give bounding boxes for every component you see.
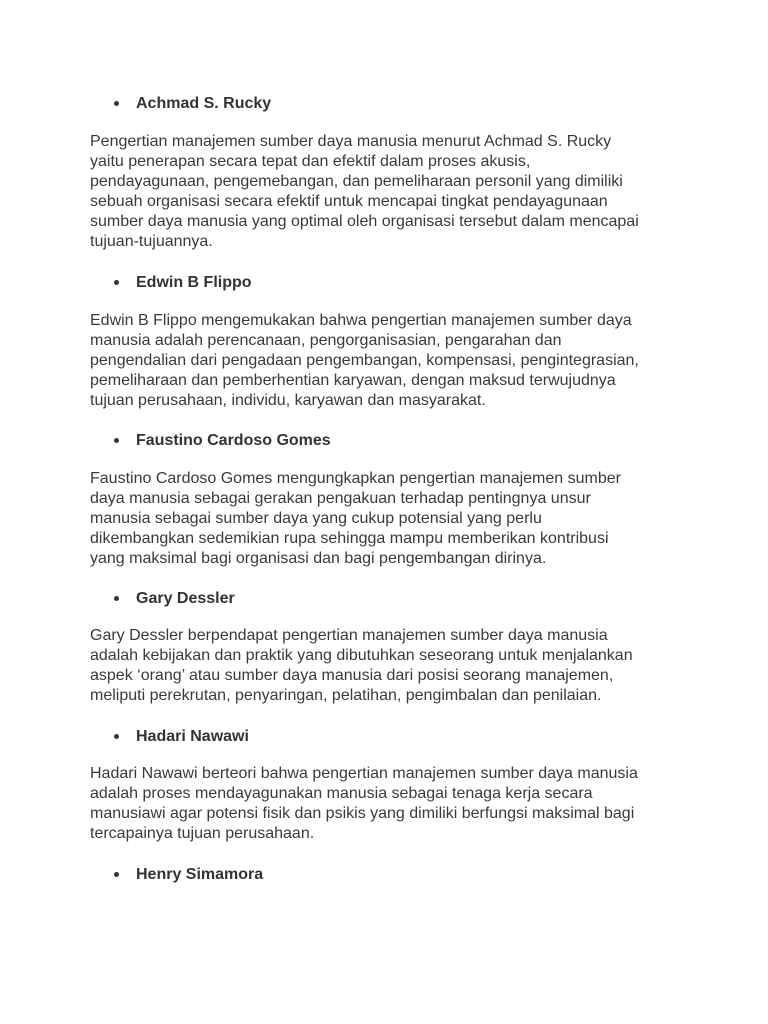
section-paragraph — [90, 469, 685, 569]
paragraph-line: adalah proses mendayagunakan manusia sebagai tenaga kerja secara — [90, 785, 593, 802]
section-heading: Achmad S. Rucky — [136, 95, 272, 112]
bullet-heading-row — [90, 587, 690, 611]
paragraph-line: pemeliharaan dan pemberhentian karyawan, dengan maksud terwujudnya — [90, 372, 616, 389]
section-heading: Edwin B Flippo — [136, 274, 252, 291]
paragraph-line: adalah kebijakan dan praktik yang dibutuhkan seseorang untuk menjalankan — [90, 647, 633, 664]
paragraph-line: tujuan perusahaan, individu, karyawan dan masyarakat. — [90, 392, 486, 409]
paragraph-line: Gary Dessler berpendapat pengertian manajemen sumber daya manusia — [90, 627, 608, 644]
section-heading: Henry Simamora — [136, 866, 264, 883]
section-heading: Hadari Nawawi — [136, 728, 249, 745]
bullet-heading-row — [90, 92, 690, 116]
bullet-icon — [114, 101, 119, 106]
bullet-icon — [114, 596, 119, 601]
section-paragraph — [90, 626, 685, 706]
section-faustino-cardoso-gomes — [90, 429, 690, 567]
paragraph-line: manusia sebagai sumber daya yang cukup potensial yang perlu — [90, 510, 542, 527]
section-edwin-b-flippo — [90, 271, 690, 409]
paragraph-line: sumber daya manusia yang optimal oleh organisasi tersebut dalam mencapai — [90, 213, 639, 230]
paragraph-line: yaitu penerapan secara tepat dan efektif dalam proses akusis, — [90, 153, 531, 170]
paragraph-line: meliputi perekrutan, penyaringan, pelatihan, pengimbalan dan penilaian. — [90, 687, 602, 704]
section-hadari-nawawi — [90, 725, 690, 842]
paragraph-line: manusiawi agar potensi fisik dan psikis yang dimiliki berfungsi maksimal bagi — [90, 805, 635, 822]
section-paragraph — [90, 311, 685, 411]
paragraph-line: Hadari Nawawi berteori bahwa pengertian manajemen sumber daya manusia — [90, 765, 638, 782]
section-heading: Gary Dessler — [136, 590, 235, 607]
section-henry-simamora — [90, 863, 690, 887]
paragraph-line: pendayagunaan, pengemebangan, dan pemeliharaan personil yang dimiliki — [90, 173, 623, 190]
paragraph-line: aspek ‘orang’ atau sumber daya manusia dari posisi seorang manajemen, — [90, 667, 614, 684]
paragraph-line: manusia adalah perencanaan, pengorganisasian, pengarahan dan — [90, 332, 562, 349]
section-paragraph — [90, 764, 685, 844]
paragraph-line: daya manusia sebagai gerakan pengakuan terhadap pentingnya unsur — [90, 490, 591, 507]
bullet-icon — [114, 734, 119, 739]
section-paragraph — [90, 132, 685, 252]
bullet-icon — [114, 438, 119, 443]
paragraph-line: Pengertian manajemen sumber daya manusia menurut Achmad S. Rucky — [90, 133, 612, 150]
paragraph-line: pengendalian dari pengadaan pengembangan, kompensasi, pengintegrasian, — [90, 352, 639, 369]
section-gary-dessler — [90, 587, 690, 704]
bullet-heading-row — [90, 429, 690, 453]
bullet-heading-row — [90, 725, 690, 749]
section-heading: Faustino Cardoso Gomes — [136, 432, 331, 449]
paragraph-line: dikembangkan sedemikian rupa sehingga mampu memberikan kontribusi — [90, 530, 609, 547]
bullet-heading-row — [90, 863, 690, 887]
bullet-icon — [114, 872, 119, 877]
paragraph-line: sebuah organisasi secara efektif untuk mencapai tingkat pendayagunaan — [90, 193, 608, 210]
paragraph-line: Faustino Cardoso Gomes mengungkapkan pengertian manajemen sumber — [90, 470, 621, 487]
bullet-icon — [114, 280, 119, 285]
paragraph-line: Edwin B Flippo mengemukakan bahwa pengertian manajemen sumber daya — [90, 312, 632, 329]
bullet-heading-row — [90, 271, 690, 295]
section-achmad-s-rucky — [90, 92, 690, 250]
paragraph-line: yang maksimal bagi organisasi dan bagi pengembangan dirinya. — [90, 550, 547, 567]
paragraph-line: tujuan-tujuannya. — [90, 233, 213, 250]
paragraph-line: tercapainya tujuan perusahaan. — [90, 825, 315, 842]
